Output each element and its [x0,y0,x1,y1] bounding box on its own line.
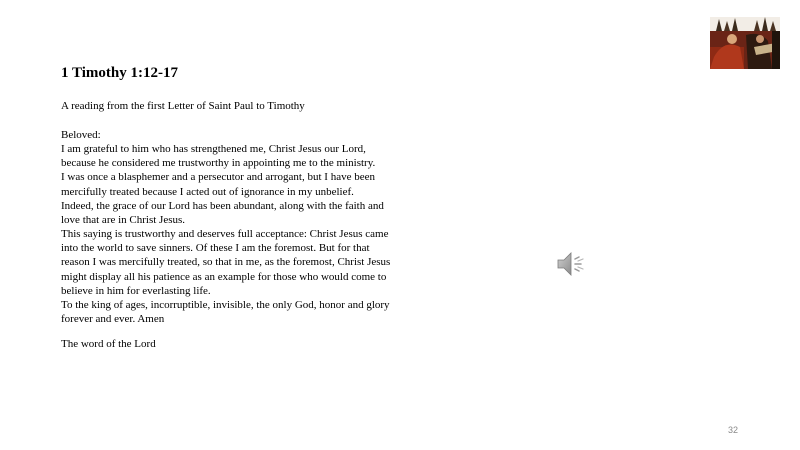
reading-subtitle: A reading from the first Letter of Saint Paul to Timothy [61,100,305,112]
speaker-icon[interactable] [556,250,588,278]
body-line: I am grateful to him who has strengthened me, Christ Jesus our Lord, [61,143,366,156]
body-line: might display all his patience as an example for those who would come to [61,270,387,283]
body-line: believe in him for everlasting life. [61,284,211,297]
painting-thumbnail [710,17,780,69]
body-line: mercifully treated because I acted out of ignorance in my unbelief. [61,185,354,198]
body-line: I was once a blasphemer and a persecutor and arrogant, but I have been [61,171,375,184]
body-line: To the king of ages, incorruptible, invisible, the only God, honor and glory [61,298,390,311]
body-line: because he considered me trustworthy in appointing me to the ministry. [61,157,376,170]
body-line: forever and ever. Amen [61,313,165,326]
body-line: This saying is trustworthy and deserves full acceptance: Christ Jesus came [61,228,389,241]
body-line: Beloved: [61,129,101,141]
reading-title: 1 Timothy 1:12-17 [61,65,178,81]
speaker-icon-graphic [556,250,588,278]
page-number: 32 [728,425,739,435]
closing-line: The word of the Lord [61,338,156,350]
body-line: Indeed, the grace of our Lord has been abundant, along with the faith and [61,199,384,212]
body-line: into the world to save sinners. Of these I am the foremost. But for that [61,242,370,255]
painting-image [710,17,780,69]
body-line: love that are in Christ Jesus. [61,213,186,226]
reading-body [61,128,441,326]
body-line: reason I was mercifully treated, so that in me, as the foremost, Christ Jesus [61,256,391,269]
